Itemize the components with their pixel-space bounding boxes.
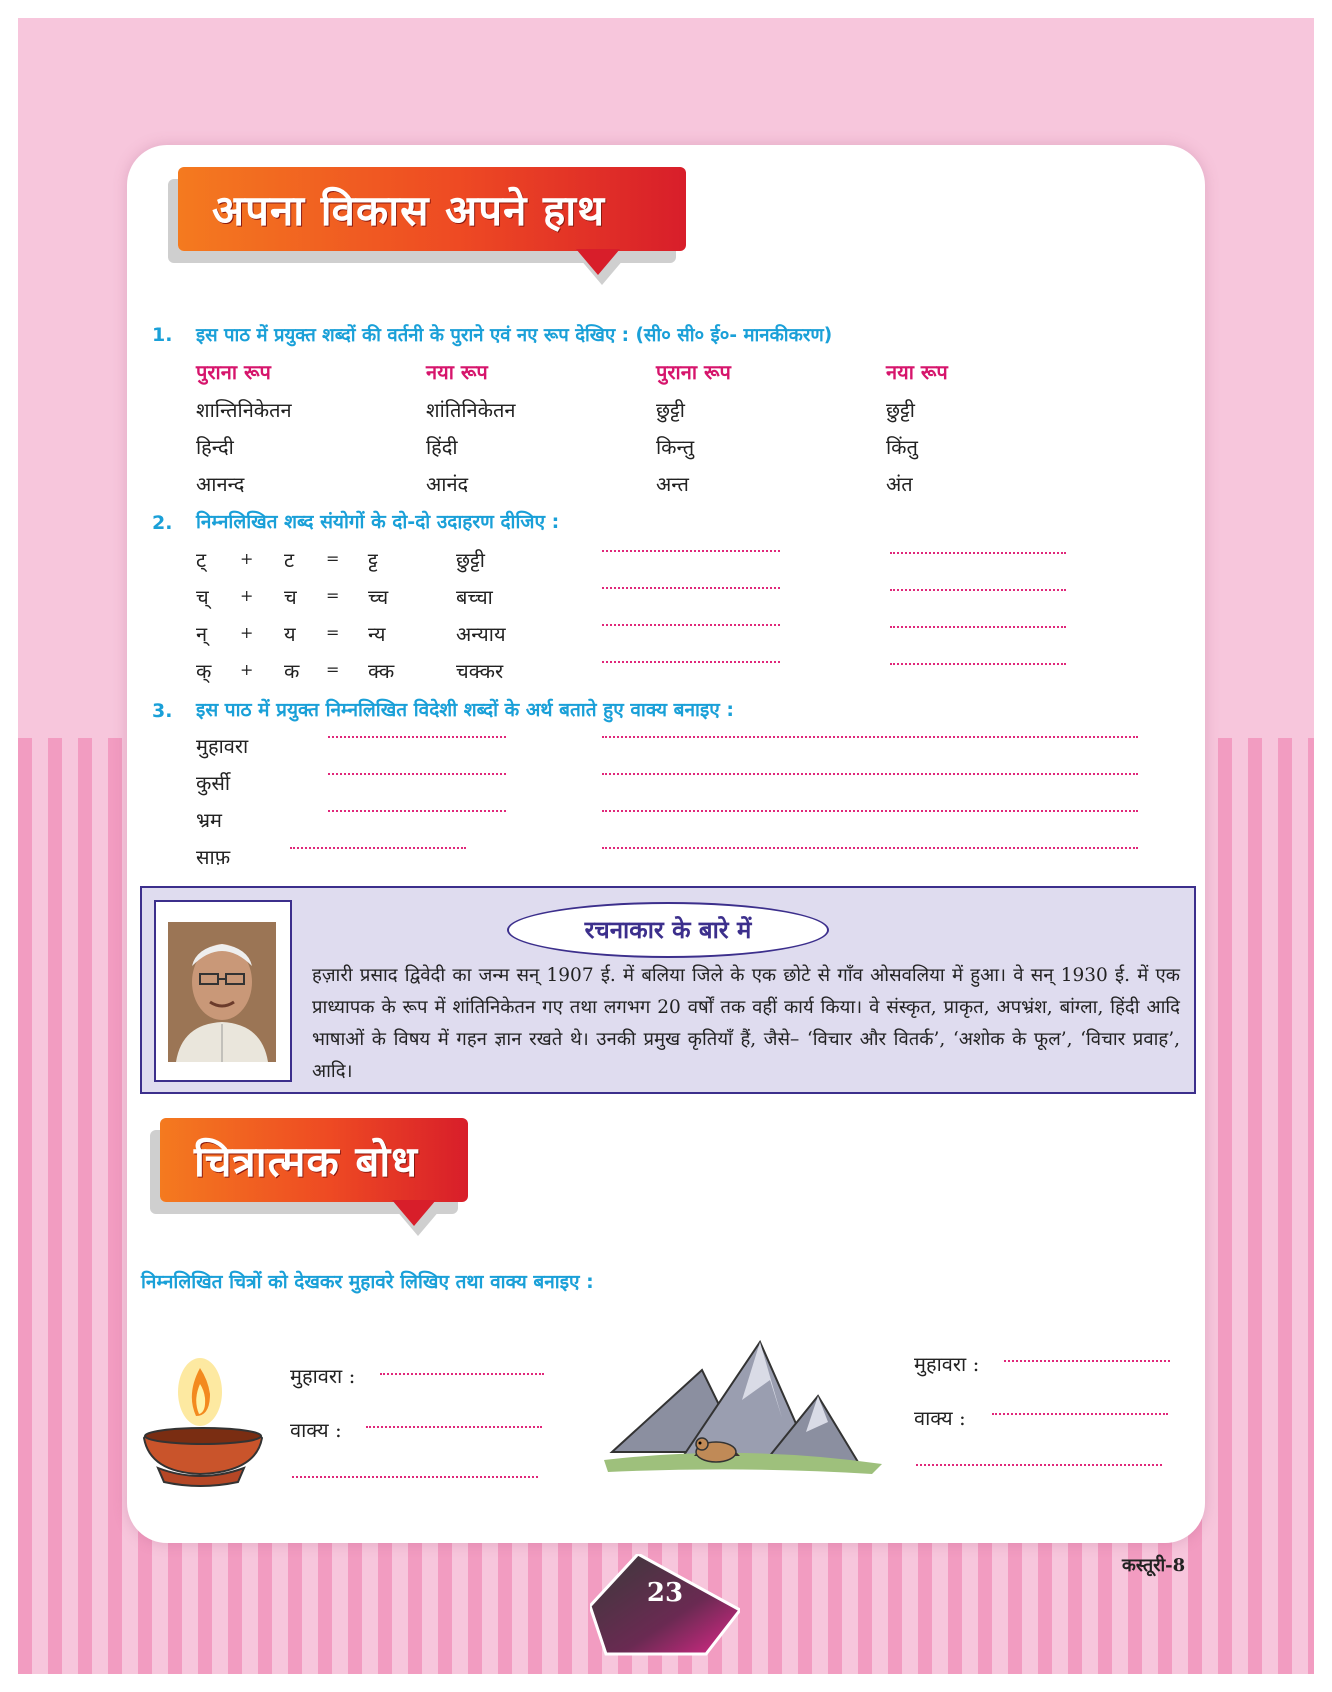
author-photo <box>168 922 276 1062</box>
conjunct-cell: बच्चा <box>456 585 493 609</box>
author-biography: हज़ारी प्रसाद द्विवेदी का जन्म सन् 1907 ई. में बलिया जिले के एक छोटे से गाँव ओसवलिया में हुआ। वे सन् 1930 ई. में एक प्राध्यापक के रूप में शांतिनिकेतन गए तथा लगभग 20 वर्षों तक वहीं कार्य किया। वे संस्कृत, प्राकृत, अपभ्रंश, बांग्ला, हिंदी आदि भाषाओं के विषय में गहन ज्ञान रखते थे। उनकी प्रमुख कृतियाँ हैं, जैसे– ‘विचार और वितर्क’, ‘अशोक के फूल’, ‘विचार प्रवाह’, आदि। <box>312 965 1180 1082</box>
answer-line[interactable] <box>602 736 1138 738</box>
sentence-answer-line[interactable] <box>366 1426 542 1428</box>
answer-line[interactable] <box>328 810 506 812</box>
question-number: 1. <box>152 324 173 346</box>
conjunct-cell: चक्कर <box>456 659 504 683</box>
conjunct-cell: य <box>284 622 296 646</box>
book-tag: कस्तूरी-8 <box>1122 1555 1186 1576</box>
table-cell: छुट्टी <box>656 398 685 422</box>
section-banner-self-development <box>178 167 686 251</box>
lamp-illustration <box>138 1350 268 1490</box>
answer-line[interactable] <box>602 661 780 663</box>
table-cell: छुट्टी <box>886 398 915 422</box>
conjunct-cell: ट् <box>196 548 207 572</box>
question-number: 2. <box>152 512 173 534</box>
table-header: नया रूप <box>886 360 948 384</box>
table-header: पुराना रूप <box>656 360 731 384</box>
section-banner-picture-understanding <box>160 1118 468 1202</box>
idiom-answer-line[interactable] <box>380 1373 544 1375</box>
conjunct-cell: ट <box>284 548 295 572</box>
table-header: नया रूप <box>426 360 488 384</box>
answer-line[interactable] <box>602 847 1138 849</box>
idiom-answer-line[interactable] <box>1004 1360 1170 1362</box>
page-number: 23 <box>646 1578 684 1608</box>
content-card <box>127 145 1205 1543</box>
mountain-mouse-illustration <box>592 1340 892 1490</box>
section-title: अपना विकास अपने हाथ <box>212 186 606 235</box>
conjunct-cell: न् <box>196 622 208 646</box>
idiom-label: मुहावरा : <box>914 1352 980 1376</box>
conjunct-cell: + <box>240 623 254 642</box>
foreign-word: मुहावरा <box>196 734 249 758</box>
page-number-badge <box>590 1554 740 1658</box>
conjunct-cell: = <box>326 660 340 679</box>
section-title: चित्रात्मक बोध <box>194 1137 419 1186</box>
question-text: इस पाठ में प्रयुक्त निम्नलिखित विदेशी शब्दों के अर्थ बताते हुए वाक्य बनाइए : <box>196 699 735 721</box>
conjunct-cell: च् <box>196 585 209 609</box>
about-author-title: रचनाकार के बारे में <box>507 902 829 958</box>
sentence-label: वाक्य : <box>290 1418 342 1442</box>
table-cell: अन्त <box>656 472 689 496</box>
answer-line[interactable] <box>602 550 780 552</box>
answer-line[interactable] <box>328 773 506 775</box>
sentence-answer-line[interactable] <box>916 1464 1162 1466</box>
idiom-label: मुहावरा : <box>290 1364 356 1388</box>
answer-line[interactable] <box>328 736 506 738</box>
conjunct-cell: छुट्टी <box>456 548 485 572</box>
conjunct-cell: + <box>240 660 254 679</box>
author-photo-frame <box>154 900 292 1082</box>
conjunct-cell: = <box>326 586 340 605</box>
table-cell: आनन्द <box>196 472 245 496</box>
table-cell: हिन्दी <box>196 435 234 459</box>
table-header: पुराना रूप <box>196 360 271 384</box>
answer-line[interactable] <box>602 810 1138 812</box>
conjunct-cell: च <box>284 585 297 609</box>
conjunct-cell: ट्ट <box>368 548 378 572</box>
about-author-box <box>140 886 1196 1094</box>
table-cell: आनंद <box>426 472 469 496</box>
answer-line[interactable] <box>890 626 1066 628</box>
foreign-word: साफ़ <box>196 845 231 869</box>
table-cell: किंतु <box>886 435 918 459</box>
conjunct-cell: च्च <box>368 585 389 609</box>
foreign-word: कुर्सी <box>196 771 231 795</box>
conjunct-cell: अन्याय <box>456 622 506 646</box>
foreign-word: भ्रम <box>196 808 223 832</box>
question-text: इस पाठ में प्रयुक्त शब्दों की वर्तनी के पुराने एवं नए रूप देखिए : (सी० सी० ई०- मानकीकरण) <box>196 325 833 346</box>
conjunct-cell: = <box>326 549 340 568</box>
conjunct-cell: न्य <box>368 622 386 646</box>
answer-line[interactable] <box>890 589 1066 591</box>
answer-line[interactable] <box>602 773 1138 775</box>
table-cell: अंत <box>886 472 913 496</box>
table-cell: शांतिनिकेतन <box>426 398 516 422</box>
sentence-label: वाक्य : <box>914 1406 966 1430</box>
conjunct-cell: = <box>326 623 340 642</box>
picture-task-instruction: निम्नलिखित चित्रों को देखकर मुहावरे लिखिए तथा वाक्य बनाइए : <box>141 1271 594 1293</box>
sentence-answer-line[interactable] <box>992 1413 1168 1415</box>
question-text: निम्नलिखित शब्द संयोगों के दो-दो उदाहरण दीजिए : <box>196 511 560 533</box>
conjunct-cell: क् <box>196 659 212 683</box>
answer-line[interactable] <box>602 624 780 626</box>
conjunct-cell: क <box>284 659 300 683</box>
conjunct-cell: + <box>240 549 254 568</box>
answer-line[interactable] <box>890 663 1066 665</box>
question-number: 3. <box>152 700 173 722</box>
answer-line[interactable] <box>602 587 780 589</box>
conjunct-cell: क्क <box>368 659 395 683</box>
sentence-answer-line[interactable] <box>292 1476 538 1478</box>
table-cell: शान्तिनिकेतन <box>196 398 292 422</box>
table-cell: हिंदी <box>426 435 458 459</box>
answer-line[interactable] <box>290 847 466 849</box>
answer-line[interactable] <box>890 552 1066 554</box>
table-cell: किन्तु <box>656 435 695 459</box>
conjunct-cell: + <box>240 586 254 605</box>
